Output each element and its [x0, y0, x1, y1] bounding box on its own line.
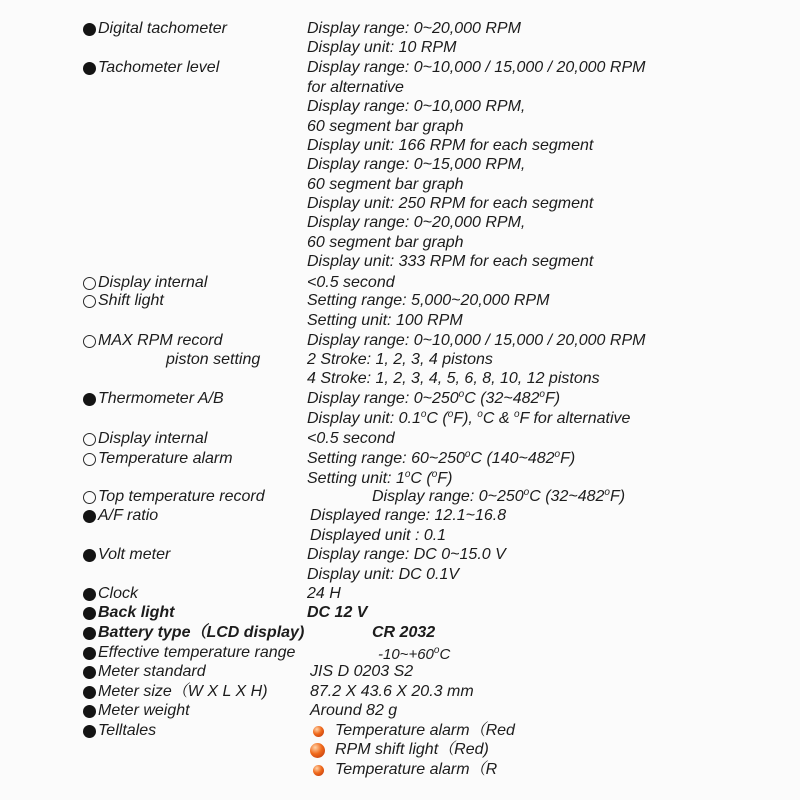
spec-label: Volt meter [98, 546, 171, 563]
spec-row-continuation [0, 311, 800, 331]
spec-row-top-temperature-record [0, 487, 800, 507]
spec-label: Temperature alarm [98, 450, 233, 467]
spec-value: 2 Stroke: 1, 2, 3, 4 pistons [307, 351, 493, 368]
spec-value: $-10\sim+60^oC$ [378, 645, 451, 663]
spec-label: Clock [98, 585, 139, 602]
spec-label: MAX RPM record [98, 332, 223, 349]
spec-value: Setting unit: 1$^o$C ($^o$F) [307, 469, 453, 487]
red-led-icon [313, 765, 324, 776]
spec-row-display-internal [0, 273, 800, 293]
spec-value: Display range: 0~250$^o$C (32~482$^o$F) [307, 389, 561, 407]
filled-bullet-icon [83, 627, 96, 640]
spec-row-meter-standard [0, 662, 800, 682]
spec-value: Display range: 0~20,000 RPM, [307, 214, 526, 231]
spec-value: Display range: DC 0~15.0 V [307, 546, 506, 563]
spec-value: Setting unit: 100 RPM [307, 312, 463, 329]
spec-row-tachometer-level [0, 58, 800, 78]
spec-value: Display range: 0~20,000 RPM [307, 20, 521, 37]
spec-value: Display range: 0~10,000 RPM, [307, 98, 526, 115]
spec-row-continuation [0, 155, 800, 175]
spec-row-continuation [0, 565, 800, 585]
spec-value: Display unit: 166 RPM for each segment [307, 137, 594, 154]
red-led-icon [313, 726, 324, 737]
spec-label: A/F ratio [98, 507, 159, 524]
spec-value: DC 12 V [307, 604, 368, 621]
spec-value: Display unit: 10 RPM [307, 39, 457, 56]
filled-bullet-icon [83, 588, 96, 601]
spec-label: piston setting [166, 351, 261, 368]
spec-label: Display internal [98, 430, 208, 447]
spec-value: <0.5 second [307, 274, 395, 291]
spec-row-digital-tachometer [0, 19, 800, 39]
spec-label: Tachometer level [98, 59, 220, 76]
spec-row-meter-weight [0, 701, 800, 721]
spec-row-continuation [0, 409, 800, 429]
spec-row-continuation [0, 194, 800, 214]
spec-row-clock [0, 584, 800, 604]
spec-row-continuation [0, 469, 800, 489]
open-bullet-icon [83, 295, 96, 308]
spec-value: Displayed range: 12.1~16.8 [310, 507, 507, 524]
spec-value: Display unit: 333 RPM for each segment [307, 253, 594, 270]
spec-value: Display unit: 250 RPM for each segment [307, 195, 594, 212]
filled-bullet-icon [83, 647, 96, 660]
filled-bullet-icon [83, 393, 96, 406]
spec-value: Display unit: 0.1$^o$C ($^o$F), $^o$C & $^o$F for alternative [307, 409, 631, 427]
spec-row-meter-size [0, 682, 800, 702]
spec-value: CR 2032 [372, 624, 436, 641]
spec-row-thermometer [0, 389, 800, 409]
spec-value: Displayed unit : 0.1 [310, 527, 447, 544]
spec-row-max-rpm-record [0, 331, 800, 351]
filled-bullet-icon [83, 549, 96, 562]
spec-row-back-light [0, 603, 800, 623]
spec-value: Setting range: 5,000~20,000 RPM [307, 292, 550, 309]
open-bullet-icon [83, 277, 96, 290]
filled-bullet-icon [83, 607, 96, 620]
filled-bullet-icon [83, 510, 96, 523]
open-bullet-icon [83, 335, 96, 348]
spec-row-continuation [0, 213, 800, 233]
spec-value: 4 Stroke: 1, 2, 3, 4, 5, 6, 8, 10, 12 pistons [307, 370, 600, 387]
spec-row-display-internal [0, 429, 800, 449]
spec-value: Display range: 0~10,000 / 15,000 / 20,000 RPM [307, 332, 646, 349]
spec-value: Display range: 0~250$^o$C (32~482$^o$F) [372, 487, 626, 505]
spec-value: for alternative [307, 79, 404, 96]
spec-value: Display range: 0~10,000 / 15,000 / 20,000 RPM [307, 59, 646, 76]
spec-label: Battery type（LCD display) [98, 624, 305, 641]
spec-row-shift-light [0, 291, 800, 311]
spec-row-volt-meter [0, 545, 800, 565]
spec-label: Meter size（W X L X H) [98, 683, 268, 700]
spec-value: Temperature alarm（Red [335, 722, 515, 739]
spec-value: 60 segment bar graph [307, 118, 464, 135]
filled-bullet-icon [83, 62, 96, 75]
spec-label: Back light [98, 604, 175, 621]
open-bullet-icon [83, 433, 96, 446]
spec-row-continuation [0, 760, 800, 780]
spec-value: Temperature alarm（R [335, 761, 498, 778]
open-bullet-icon [83, 491, 96, 504]
spec-row-continuation [0, 175, 800, 195]
spec-row-telltales [0, 721, 800, 741]
spec-row-continuation [0, 369, 800, 389]
spec-value: RPM shift light（Red) [335, 741, 489, 758]
filled-bullet-icon [83, 686, 96, 699]
spec-row-continuation [0, 117, 800, 137]
spec-label: Shift light [98, 292, 164, 309]
spec-row-battery-type [0, 623, 800, 643]
spec-row-effective-temperature [0, 643, 800, 663]
filled-bullet-icon [83, 666, 96, 679]
spec-row-continuation [0, 740, 800, 760]
spec-value: <0.5 second [307, 430, 395, 447]
spec-value: 60 segment bar graph [307, 176, 464, 193]
filled-bullet-icon [83, 725, 96, 738]
filled-bullet-icon [83, 23, 96, 36]
spec-label: Effective temperature range [98, 644, 296, 661]
spec-row-continuation [0, 252, 800, 272]
spec-label: Telltales [98, 722, 157, 739]
spec-label: Meter standard [98, 663, 206, 680]
spec-row-continuation [0, 78, 800, 98]
spec-row-continuation [0, 233, 800, 253]
spec-label: Meter weight [98, 702, 190, 719]
open-bullet-icon [83, 453, 96, 466]
spec-label: Digital tachometer [98, 20, 227, 37]
spec-value: Display range: 0~15,000 RPM, [307, 156, 526, 173]
spec-value: 24 H [307, 585, 341, 602]
spec-value: 87.2 X 43.6 X 20.3 mm [310, 683, 474, 700]
spec-label: Thermometer A/B [98, 390, 224, 407]
spec-value: Display unit: DC 0.1V [307, 566, 460, 583]
spec-label: Top temperature record [98, 488, 265, 505]
filled-bullet-icon [83, 705, 96, 718]
spec-value: 60 segment bar graph [307, 234, 464, 251]
spec-row-continuation [0, 136, 800, 156]
spec-row-continuation [0, 38, 800, 58]
spec-row-af-ratio [0, 506, 800, 526]
spec-value: JIS D 0203 S2 [310, 663, 414, 680]
spec-row-continuation [0, 97, 800, 117]
spec-row-piston-setting [0, 350, 800, 370]
spec-label: Display internal [98, 274, 208, 291]
spec-value: Setting range: 60~250$^o$C (140~482$^o$F) [307, 449, 576, 467]
spec-value: Around 82 g [310, 702, 398, 719]
red-led-icon [310, 743, 325, 758]
spec-row-continuation [0, 526, 800, 546]
spec-row-temperature-alarm [0, 449, 800, 469]
